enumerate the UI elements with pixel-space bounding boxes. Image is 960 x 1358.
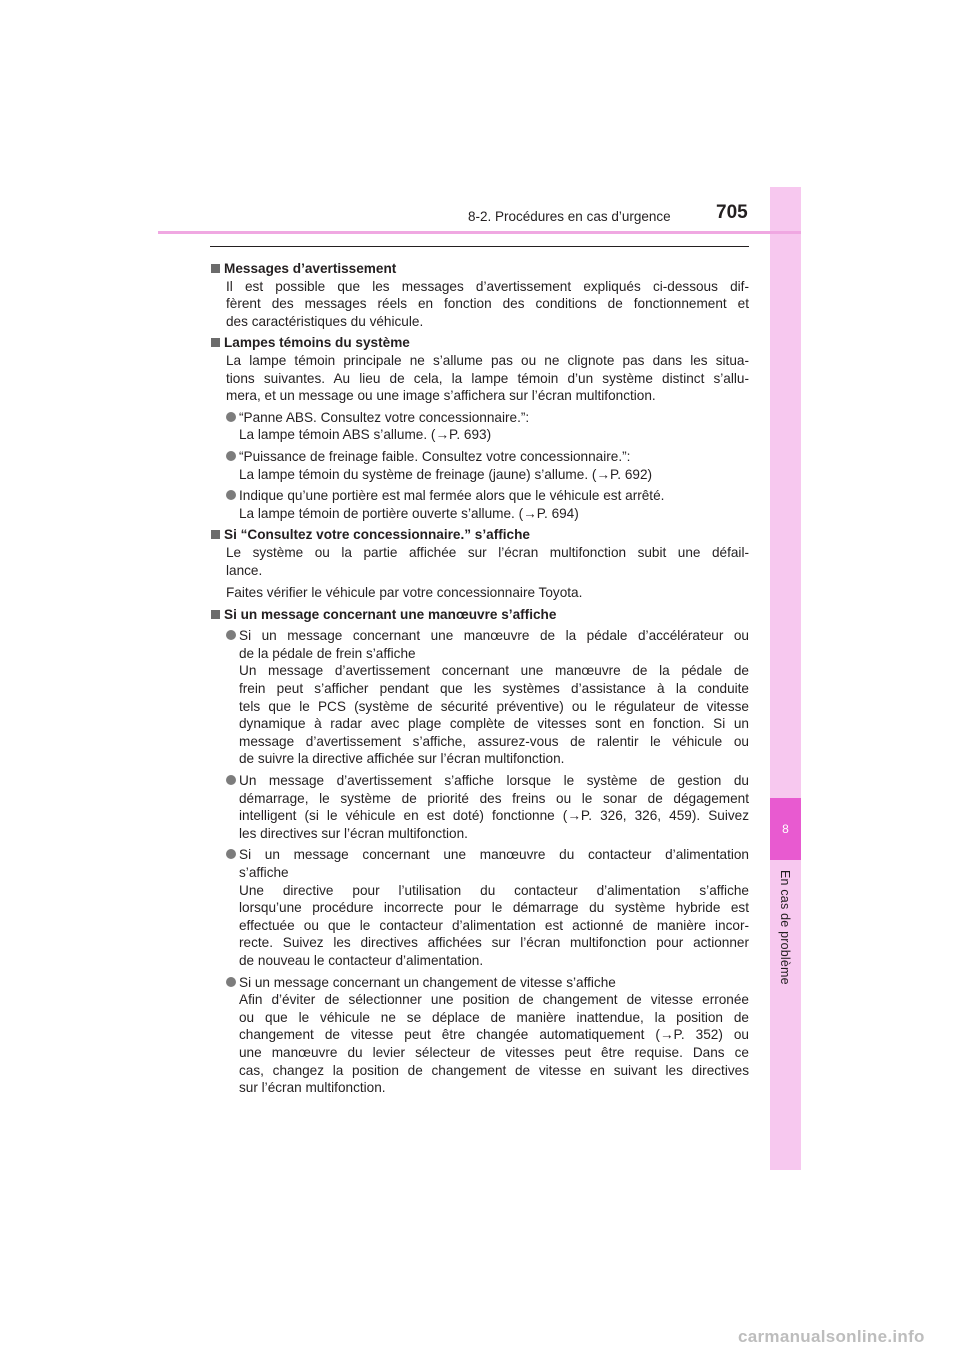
text-line: intelligent (si le véhicule en est doté) fonctionne (→P. 326, 326, 459). Suivez xyxy=(239,808,749,824)
text-line: “Panne ABS. Consultez votre concessionnaire.”: xyxy=(239,409,530,425)
text-line: s’affiche xyxy=(239,865,289,880)
page-number: 705 xyxy=(716,202,748,223)
paragraph xyxy=(210,278,749,331)
bullet-item xyxy=(210,448,749,483)
bullet-dot-icon xyxy=(226,849,236,859)
section-heading: Messages d’avertissement xyxy=(210,260,749,278)
text-line: Il est possible que les messages d’avertissement expliqués ci-dessous dif- xyxy=(226,278,749,294)
text-line: dynamique à radar avec plage complète de vitesses sont en fonction. Si un xyxy=(239,716,749,732)
text-line: effectuée ou que le contacteur d’alimentation est actionné de manière incor- xyxy=(239,917,749,933)
bullet-item xyxy=(210,974,749,1097)
text-line: mera, et un message ou une image s’affichera sur l’écran multifonction. xyxy=(226,388,656,404)
text-line: Si un message concernant une manœuvre de la pédale d’accélérateur ou xyxy=(239,628,749,644)
page-content xyxy=(210,257,749,1097)
text-line: Un message d’avertissement s’affiche lorsque le système de gestion du xyxy=(239,773,749,789)
side-tab-chapter-number: 8 xyxy=(782,822,789,836)
text-line: recte. Suivez les directives affichées sur l’écran multifonction pour actionner xyxy=(239,935,749,951)
bullet-item xyxy=(210,627,749,768)
text-line: les directives sur l’écran multifonction. xyxy=(239,825,468,841)
bullet-dot-icon xyxy=(226,775,236,785)
side-tab-chapter-label: En cas de problème xyxy=(778,870,792,985)
text-line: lance. xyxy=(226,562,263,578)
text-line: Une directive pour l’utilisation du contacteur d’alimentation s’affiche xyxy=(239,882,749,898)
text-line: La lampe témoin de portière ouverte s’allume. (→P. 694) xyxy=(239,505,579,521)
text-line: lorsqu’une procédure incorrecte pour le démarrage du système hybride est xyxy=(239,900,749,916)
paragraph xyxy=(210,584,749,602)
text-line: La lampe témoin ABS s’allume. (→P. 693) xyxy=(239,427,492,443)
text-line: tels que le PCS (système de sécurité préventive) ou le régulateur de vitesse xyxy=(239,698,749,714)
section-heading: Si un message concernant une manœuvre s’affiche xyxy=(210,606,749,624)
site-watermark: carmanualsonline.info xyxy=(738,1327,925,1346)
content-top-rule xyxy=(210,246,749,247)
text-line: cas, changez la position de changement de vitesse en suivant les directives xyxy=(239,1062,749,1078)
bullet-dot-icon xyxy=(226,451,236,461)
text-line: Afin d’éviter de sélectionner une position de changement de vitesse erronée xyxy=(239,992,749,1008)
text-line: Si un message concernant un changement de vitesse s’affiche xyxy=(239,974,616,990)
chapter-title: 8-2. Procédures en cas d’urgence xyxy=(468,209,671,224)
bullet-item xyxy=(210,846,749,969)
text-line: “Puissance de freinage faible. Consultez votre concessionnaire.”: xyxy=(239,448,631,464)
text-line: Indique qu’une portière est mal fermée alors que le véhicule est arrêté. xyxy=(239,488,665,504)
text-line: de suivre la directive affichée sur l’écran multifonction. xyxy=(239,751,565,767)
text-line: message d’avertissement s’affiche, assurez-vous de ralentir le véhicule ou xyxy=(239,733,749,749)
text-line: frein peut s’afficher pendant que les systèmes d’assistance à la conduite xyxy=(239,681,749,697)
text-line: sur l’écran multifonction. xyxy=(239,1080,386,1096)
header-rule xyxy=(158,231,801,234)
text-line: de nouveau le contacteur d’alimentation. xyxy=(239,952,484,968)
text-line: Si un message concernant une manœuvre du contacteur d’alimentation xyxy=(239,847,749,863)
side-thumb-tab xyxy=(770,187,801,1170)
text-line: démarrage, le système de priorité des freins ou le sonar de dégagement xyxy=(239,790,749,806)
section-heading: Lampes témoins du système xyxy=(210,334,749,352)
text-line: La lampe témoin du système de freinage (jaune) s’allume. (→P. 692) xyxy=(239,466,653,482)
text-line: changement de vitesse peut être changée automatiquement (→P. 352) ou xyxy=(239,1027,749,1043)
text-line: de la pédale de frein s’affiche xyxy=(239,645,416,661)
bullet-dot-icon xyxy=(226,977,236,987)
bullet-item xyxy=(210,772,749,842)
text-line: une manœuvre du levier sélecteur de vitesses peut être requise. Dans ce xyxy=(239,1044,749,1060)
text-line: Faites vérifier le véhicule par votre concessionnaire Toyota. xyxy=(226,585,583,601)
text-line: Un message d’avertissement concernant une manœuvre de la pédale de xyxy=(239,663,749,679)
paragraph xyxy=(210,352,749,405)
text-line: tions suivantes. Au lieu de cela, la lampe témoin d’un système distinct s’allu- xyxy=(226,370,749,386)
text-line: ou que le véhicule ne se déplace de manière inattendue, la position de xyxy=(239,1009,749,1025)
bullet-dot-icon xyxy=(226,630,236,640)
bullet-dot-icon xyxy=(226,412,236,422)
text-line: fèrent des messages réels en fonction des conditions de fonctionnement et xyxy=(226,296,749,312)
bullet-item xyxy=(210,487,749,522)
text-line: La lampe témoin principale ne s’allume pas ou ne clignote pas dans les situa- xyxy=(226,352,749,368)
section-heading: Si “Consultez votre concessionnaire.” s’affiche xyxy=(210,526,749,544)
paragraph xyxy=(210,544,749,579)
bullet-dot-icon xyxy=(226,490,236,500)
text-line: Le système ou la partie affichée sur l’écran multifonction subit une défail- xyxy=(226,544,749,560)
text-line: des caractéristiques du véhicule. xyxy=(226,313,424,329)
bullet-item xyxy=(210,409,749,444)
